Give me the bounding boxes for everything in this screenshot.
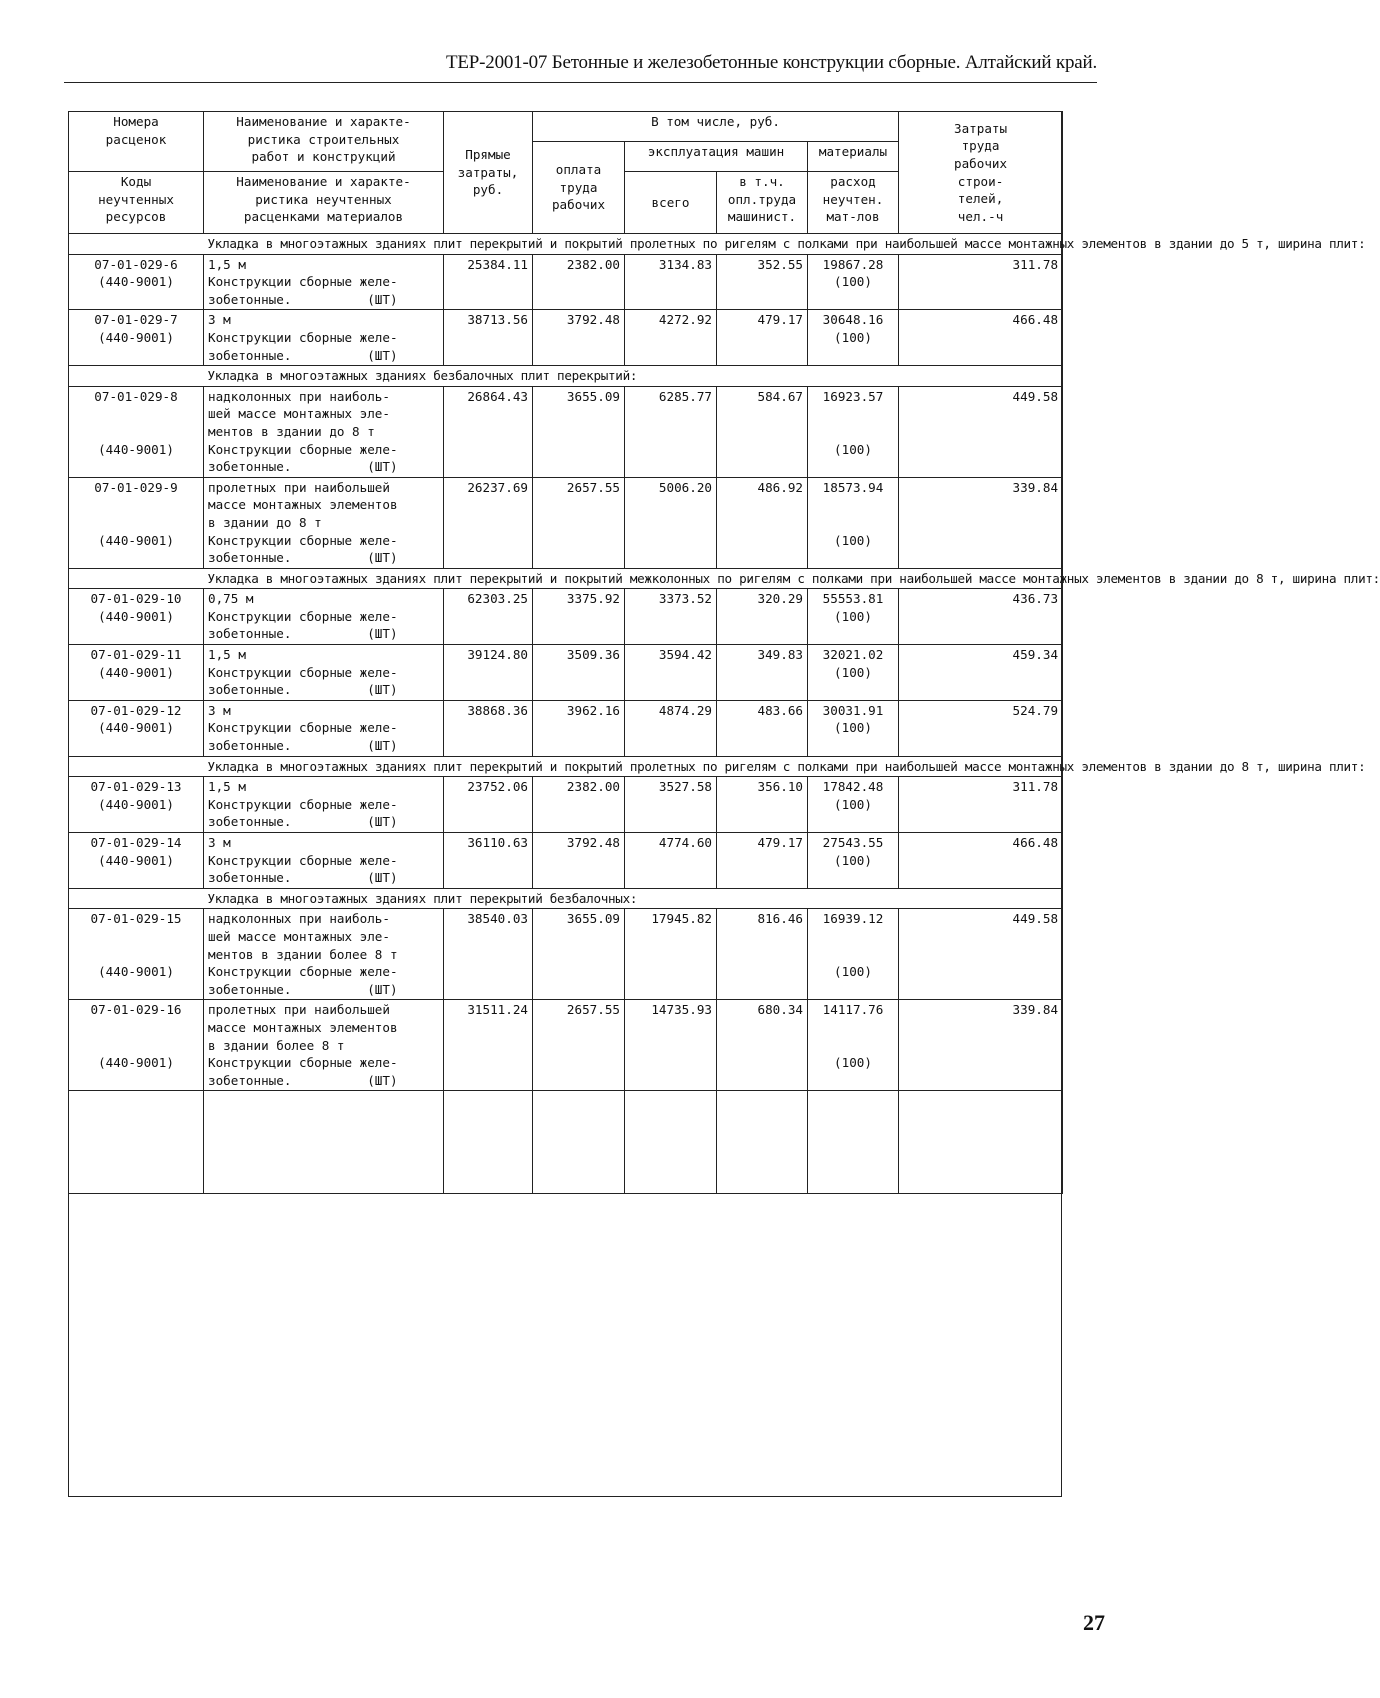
section-heading-row	[69, 366, 1063, 387]
materials-cell: 19867.28 (100)	[808, 254, 899, 310]
direct-cost-cell: 38868.36	[444, 700, 533, 756]
empty-cell	[808, 1091, 899, 1194]
labor-cost-cell: 339.84	[899, 477, 1063, 568]
table-row	[69, 700, 1063, 756]
table-row	[69, 777, 1063, 833]
direct-cost-cell: 38540.03	[444, 909, 533, 1000]
labor-cost-cell: 466.48	[899, 310, 1063, 366]
materials-cell: 16939.12 (100)	[808, 909, 899, 1000]
machine-operation-cell: 4874.29	[625, 700, 717, 756]
col-header-codes-bottom: Коды неучтенных ресурсов	[69, 172, 204, 234]
machinist-wages-cell: 320.29	[717, 589, 808, 645]
work-description-cell: 3 м Конструкции сборные желе- зобетонные. (ШТ)	[204, 833, 444, 889]
direct-cost-cell: 62303.25	[444, 589, 533, 645]
machine-operation-cell: 3373.52	[625, 589, 717, 645]
machinist-wages-cell: 680.34	[717, 1000, 808, 1091]
materials-cell: 18573.94 (100)	[808, 477, 899, 568]
direct-cost-cell: 23752.06	[444, 777, 533, 833]
rate-code-cell: 07-01-029-13 (440-9001)	[69, 777, 204, 833]
rates-table	[68, 111, 1380, 1194]
materials-cell: 55553.81 (100)	[808, 589, 899, 645]
work-description-cell: 1,5 м Конструкции сборные желе- зобетонные. (ШТ)	[204, 645, 444, 701]
section-heading: Укладка в многоэтажных зданиях плит перекрытий и покрытий межколонных по ригелям с полками при наибольшей массе монтажных элементов в здании до 8 т, ширина плит:	[204, 568, 1063, 589]
section-heading: Укладка в многоэтажных зданиях плит перекрытий и покрытий пролетных по ригелям с полками при наибольшей массе монтажных элементов в здании до 8 т, ширина плит:	[204, 756, 1063, 777]
labor-cost-cell: 311.78	[899, 777, 1063, 833]
section-heading: Укладка в многоэтажных зданиях безбалочных плит перекрытий:	[204, 366, 1063, 387]
worker-wages-cell: 3792.48	[533, 833, 625, 889]
worker-wages-cell: 3375.92	[533, 589, 625, 645]
col-header-direct: Прямые затраты, руб.	[444, 112, 533, 234]
col-header-wages: оплата труда рабочих	[533, 142, 625, 234]
worker-wages-cell: 3655.09	[533, 386, 625, 477]
machine-operation-cell: 5006.20	[625, 477, 717, 568]
rate-code-cell: 07-01-029-12 (440-9001)	[69, 700, 204, 756]
section-heading-spacer	[69, 756, 204, 777]
document-title: ТЕР-2001-07 Бетонные и железобетонные конструкции сборные. Алтайский край.	[445, 52, 1097, 73]
machinist-wages-cell: 584.67	[717, 386, 808, 477]
col-header-materials-unaccounted: расход неучтен. мат-лов	[808, 172, 899, 234]
worker-wages-cell: 2657.55	[533, 477, 625, 568]
materials-cell: 17842.48 (100)	[808, 777, 899, 833]
materials-cell: 14117.76 (100)	[808, 1000, 899, 1091]
rate-code-cell: 07-01-029-8 (440-9001)	[69, 386, 204, 477]
table-header	[69, 112, 1063, 234]
machine-operation-cell: 3527.58	[625, 777, 717, 833]
machine-operation-cell: 6285.77	[625, 386, 717, 477]
materials-cell: 30648.16 (100)	[808, 310, 899, 366]
rate-code-cell: 07-01-029-10 (440-9001)	[69, 589, 204, 645]
direct-cost-cell: 25384.11	[444, 254, 533, 310]
empty-cell	[717, 1091, 808, 1194]
labor-cost-cell: 436.73	[899, 589, 1063, 645]
materials-cell: 27543.55 (100)	[808, 833, 899, 889]
machinist-wages-cell: 479.17	[717, 310, 808, 366]
col-header-machines-wages: в т.ч. опл.труда машинист.	[717, 172, 808, 234]
table-row	[69, 1000, 1063, 1091]
machinist-wages-cell: 356.10	[717, 777, 808, 833]
col-header-name-top: Наименование и характе- ристика строительных работ и конструкций	[204, 112, 444, 172]
materials-cell: 30031.91 (100)	[808, 700, 899, 756]
labor-cost-cell: 466.48	[899, 833, 1063, 889]
table-row	[69, 254, 1063, 310]
work-description-cell: пролетных при наибольшей массе монтажных элементов в здании до 8 т Конструкции сборные желе- зобетонные. (ШТ)	[204, 477, 444, 568]
worker-wages-cell: 2382.00	[533, 777, 625, 833]
materials-cell: 32021.02 (100)	[808, 645, 899, 701]
worker-wages-cell: 3655.09	[533, 909, 625, 1000]
machine-operation-cell: 3594.42	[625, 645, 717, 701]
col-header-materials: материалы	[808, 142, 899, 172]
direct-cost-cell: 31511.24	[444, 1000, 533, 1091]
rate-code-cell: 07-01-029-15 (440-9001)	[69, 909, 204, 1000]
table-row	[69, 589, 1063, 645]
work-description-cell: надколонных при наиболь- шей массе монтажных эле- ментов в здании более 8 т Конструкции сборные желе- зобетонные. (ШТ)	[204, 909, 444, 1000]
rate-code-cell: 07-01-029-11 (440-9001)	[69, 645, 204, 701]
empty-cell	[899, 1091, 1063, 1194]
section-heading-row	[69, 568, 1063, 589]
col-header-machines: эксплуатация машин	[625, 142, 808, 172]
work-description-cell: 1,5 м Конструкции сборные желе- зобетонные. (ШТ)	[204, 254, 444, 310]
work-description-cell: 1,5 м Конструкции сборные желе- зобетонные. (ШТ)	[204, 777, 444, 833]
table-row	[69, 386, 1063, 477]
section-heading: Укладка в многоэтажных зданиях плит перекрытий безбалочных:	[204, 888, 1063, 909]
labor-cost-cell: 524.79	[899, 700, 1063, 756]
direct-cost-cell: 38713.56	[444, 310, 533, 366]
section-heading-row	[69, 888, 1063, 909]
empty-cell	[444, 1091, 533, 1194]
col-header-labor: Затраты труда рабочих строи- телей, чел.-ч	[899, 112, 1063, 234]
materials-cell: 16923.57 (100)	[808, 386, 899, 477]
machinist-wages-cell: 479.17	[717, 833, 808, 889]
section-heading-row	[69, 234, 1063, 255]
page-header	[64, 52, 1097, 83]
labor-cost-cell: 459.34	[899, 645, 1063, 701]
table-filler-row	[69, 1091, 1063, 1194]
rate-code-cell: 07-01-029-14 (440-9001)	[69, 833, 204, 889]
table-body	[69, 234, 1380, 1194]
work-description-cell: 0,75 м Конструкции сборные желе- зобетонные. (ШТ)	[204, 589, 444, 645]
labor-cost-cell: 449.58	[899, 909, 1063, 1000]
col-header-machines-total: всего	[625, 172, 717, 234]
labor-cost-cell: 449.58	[899, 386, 1063, 477]
worker-wages-cell: 2657.55	[533, 1000, 625, 1091]
table-row	[69, 909, 1063, 1000]
direct-cost-cell: 26237.69	[444, 477, 533, 568]
section-heading-spacer	[69, 888, 204, 909]
machinist-wages-cell: 816.46	[717, 909, 808, 1000]
table-row	[69, 310, 1063, 366]
labor-cost-cell: 311.78	[899, 254, 1063, 310]
section-heading: Укладка в многоэтажных зданиях плит перекрытий и покрытий пролетных по ригелям с полками при наибольшей массе монтажных элементов в здании до 5 т, ширина плит:	[204, 234, 1063, 255]
rate-code-cell: 07-01-029-16 (440-9001)	[69, 1000, 204, 1091]
rate-code-cell: 07-01-029-9 (440-9001)	[69, 477, 204, 568]
work-description-cell: надколонных при наиболь- шей массе монтажных эле- ментов в здании до 8 т Конструкции сборные желе- зобетонные. (ШТ)	[204, 386, 444, 477]
section-heading-spacer	[69, 234, 204, 255]
rate-code-cell: 07-01-029-7 (440-9001)	[69, 310, 204, 366]
machine-operation-cell: 3134.83	[625, 254, 717, 310]
empty-cell	[69, 1091, 204, 1194]
machine-operation-cell: 4774.60	[625, 833, 717, 889]
work-description-cell: 3 м Конструкции сборные желе- зобетонные. (ШТ)	[204, 700, 444, 756]
machine-operation-cell: 4272.92	[625, 310, 717, 366]
machinist-wages-cell: 486.92	[717, 477, 808, 568]
worker-wages-cell: 3509.36	[533, 645, 625, 701]
worker-wages-cell: 3792.48	[533, 310, 625, 366]
col-header-codes-top: Номера расценок	[69, 112, 204, 172]
direct-cost-cell: 36110.63	[444, 833, 533, 889]
page-number: 27	[1083, 1610, 1105, 1635]
machinist-wages-cell: 349.83	[717, 645, 808, 701]
work-description-cell: 3 м Конструкции сборные желе- зобетонные. (ШТ)	[204, 310, 444, 366]
table-row	[69, 645, 1063, 701]
direct-cost-cell: 39124.80	[444, 645, 533, 701]
section-heading-spacer	[69, 366, 204, 387]
labor-cost-cell: 339.84	[899, 1000, 1063, 1091]
col-header-including: В том числе, руб.	[533, 112, 899, 142]
machine-operation-cell: 14735.93	[625, 1000, 717, 1091]
rate-code-cell: 07-01-029-6 (440-9001)	[69, 254, 204, 310]
work-description-cell: пролетных при наибольшей массе монтажных элементов в здании более 8 т Конструкции сборные желе- зобетонные. (ШТ)	[204, 1000, 444, 1091]
section-heading-row	[69, 756, 1063, 777]
section-heading-spacer	[69, 568, 204, 589]
direct-cost-cell: 26864.43	[444, 386, 533, 477]
col-header-name-bottom: Наименование и характе- ристика неучтенных расценками материалов	[204, 172, 444, 234]
machine-operation-cell: 17945.82	[625, 909, 717, 1000]
machinist-wages-cell: 483.66	[717, 700, 808, 756]
worker-wages-cell: 3962.16	[533, 700, 625, 756]
machinist-wages-cell: 352.55	[717, 254, 808, 310]
empty-cell	[625, 1091, 717, 1194]
worker-wages-cell: 2382.00	[533, 254, 625, 310]
table-row	[69, 833, 1063, 889]
empty-cell	[204, 1091, 444, 1194]
table-row	[69, 477, 1063, 568]
empty-cell	[533, 1091, 625, 1194]
